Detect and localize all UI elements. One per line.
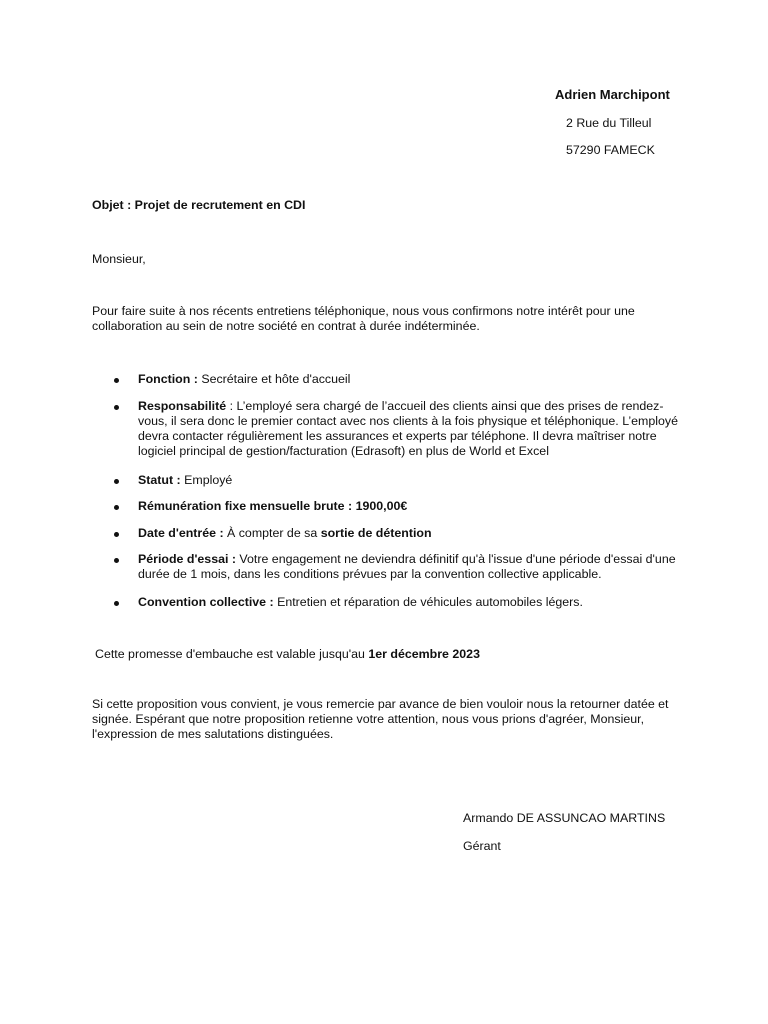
list-item-periode-essai [92,552,692,582]
item-text: Votre engagement ne deviendra définitif qu'à l'issue d'une période d'essai d'une durée de 1 mois, dans les conditions prévues par la convention collective applicable. [138,552,676,581]
validity-line [95,647,480,662]
validity-date: 1er décembre 2023 [368,647,480,661]
list-item-date-entree [92,526,692,541]
closing-paragraph: Si cette proposition vous convient, je vous remercie par avance de bien vouloir nous la retourner datée et signée. Espérant que notre proposition retienne votre attention, nous vous prions d'agréer, Monsieur, l'expression de mes salutations distinguées. [92,697,669,741]
signer-name: Armando DE ASSUNCAO MARTINS [463,811,666,825]
item-label: Statut : [138,473,181,487]
item-text: Entretien et réparation de véhicules automobiles légers. [273,595,583,609]
item-label: Responsabilité [138,399,227,413]
item-text: Secrétaire et hôte d'accueil [197,372,351,386]
bullet-icon [114,405,119,410]
list-item-remuneration [92,499,692,514]
list-item-responsabilite [92,399,692,459]
sender-city: 57290 FAMECK [566,143,655,157]
item-label: Fonction : [138,372,198,386]
letter-subject: Objet : Projet de recrutement en CDI [92,198,306,212]
item-text: Employé [180,473,233,487]
item-text: : L’employé sera chargé de l’accueil des clients ainsi que des prises de rendez-vous, il sera donc le premier contact avec nos clients à la fois physique et téléphonique. L’employé devra contacter régulièrement les assurances et experts par téléphone. Il devra maîtriser notre logiciel principal de gestion/facturation (Edrasoft) en plus de World et Excel [138,399,678,458]
list-item-fonction [92,372,692,387]
bullet-icon [114,601,119,606]
item-label: Convention collective : [138,595,274,609]
list-item-statut [92,473,692,488]
item-text: À compter de sa [223,526,321,540]
signer-title: Gérant [463,839,501,853]
item-label: Rémunération fixe mensuelle brute : 1900,00€ [138,499,408,513]
item-strong: sortie de détention [320,526,432,540]
bullet-icon [114,378,119,383]
bullet-icon [114,532,119,537]
sender-street: 2 Rue du Tilleul [566,116,652,130]
bullet-icon [114,505,119,510]
list-item-convention [92,595,692,610]
bullet-icon [114,558,119,563]
intro-paragraph: Pour faire suite à nos récents entretiens téléphonique, nous vous confirmons notre intérêt pour une collaboration au sein de notre société en contrat à durée indéterminée. [92,304,635,333]
item-label: Période d'essai : [138,552,236,566]
salutation: Monsieur, [92,252,146,266]
bullet-icon [114,479,119,484]
item-label: Date d'entrée : [138,526,224,540]
sender-name: Adrien Marchipont [555,87,670,102]
validity-text: Cette promesse d'embauche est valable jusqu'au [95,647,369,661]
